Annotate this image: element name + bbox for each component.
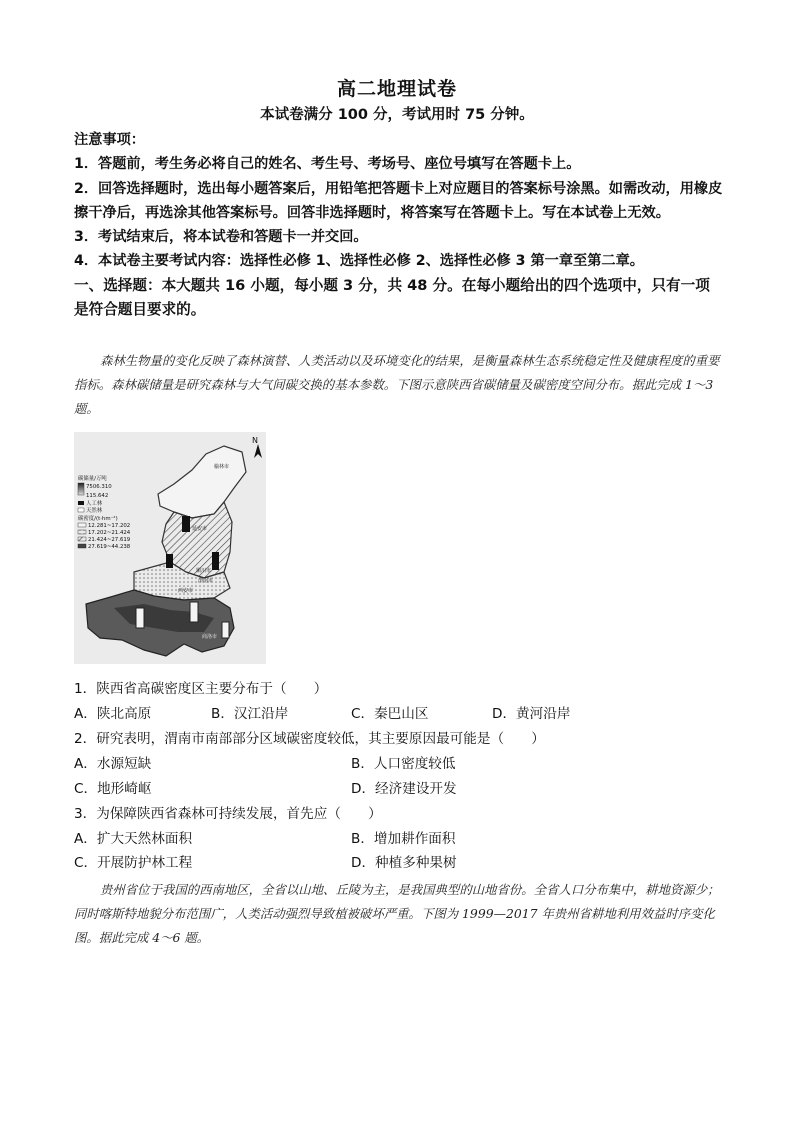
density-range: 27.619~44.238 <box>88 544 131 550</box>
note-item: 2．回答选择题时，选出每小题答案后，用铅笔把答题卡上对应题目的答案标号涂黑。如需改动，用橡皮擦干净后，再选涂其他答案标号。回答非选择题时，将答案写在答题卡上。写在本试卷上无效。 <box>74 180 723 221</box>
option[interactable]: D．经济建设开发 <box>351 781 457 797</box>
passage-2: 贵州省位于我国的西南地区，全省以山地、丘陵为主，是我国典型的山地省份。全省人口分布集中，耕地资源少；同时喀斯特地貌分布范围广，人类活动强烈导致植被破坏严重。下图为 1999—2017 年贵州省耕地利用效益时序变化图。据此完成 4～6 题。 <box>74 882 720 945</box>
notes-heading: 注意事项： <box>74 132 145 148</box>
legend-min: 115.642 <box>86 493 109 499</box>
passage-1: 森林生物量的变化反映了森林演替、人类活动以及环境变化的结果，是衡量森林生态系统稳定性及健康程度的重要指标。森林碳储量是研究森林与大气间碳交换的基本参数。下图示意陕西省碳储量及碳密度空间分布。据此完成 1～3 题。 <box>74 353 720 416</box>
city-label: 渭南市 <box>198 578 214 584</box>
page-title: 高二地理试卷 <box>336 78 457 100</box>
question-options <box>74 777 724 802</box>
density-range: 12.281~17.202 <box>88 523 131 529</box>
storage-bar <box>212 552 219 570</box>
note-item: 4．本试卷主要考试内容：选择性必修 1、选择性必修 2、选择性必修 3 第一章至第二章。 <box>74 253 644 270</box>
option[interactable]: D．种植多种果树 <box>351 855 457 871</box>
density-title: 碳密度/(t·hm⁻²) <box>78 516 118 522</box>
option[interactable]: A．水源短缺 <box>74 756 152 772</box>
section-heading: 一、选择题：本大题共 16 小题，每小题 3 分，共 48 分。在每小题给出的四个选项中，只有一项是符合题目要求的。 <box>74 276 710 319</box>
option[interactable]: C．开展防护林工程 <box>74 855 193 871</box>
city-label: 商洛市 <box>202 634 218 640</box>
question-options <box>74 827 724 852</box>
question-stem: 3．为保障陕西省森林可持续发展，首先应（ ） <box>74 806 382 822</box>
legend-title: 碳储量/万吨 <box>78 476 107 482</box>
city-label: 西安市 <box>178 588 194 594</box>
city-label: 榆林市 <box>214 464 230 470</box>
question-stem: 2．研究表明，渭南市南部部分区域碳密度较低，其主要原因最可能是（ ） <box>74 731 545 747</box>
option[interactable]: A．扩大天然林面积 <box>74 831 193 847</box>
density-range: 21.424~27.619 <box>88 537 131 543</box>
option[interactable]: B．增加耕作面积 <box>351 831 456 847</box>
option[interactable]: B．汉江沿岸 <box>211 706 289 722</box>
legend-artificial: 人工林 <box>86 501 103 507</box>
city-label: 铜川市 <box>196 568 212 574</box>
storage-bar <box>222 622 229 638</box>
question-stem: 1．陕西省高碳密度区主要分布于（ ） <box>74 681 328 697</box>
option[interactable]: B．人口密度较低 <box>351 756 456 772</box>
option[interactable]: C．秦巴山区 <box>351 706 429 722</box>
option[interactable]: C．地形崎岖 <box>74 781 152 797</box>
legend-natural: 天然林 <box>86 508 103 514</box>
question-options <box>74 752 724 777</box>
city-label: 延安市 <box>192 526 208 532</box>
density-range: 17.202~21.424 <box>88 530 131 536</box>
storage-bar <box>166 554 173 568</box>
question-options <box>74 851 724 876</box>
note-item: 1．答题前，考生务必将自己的姓名、考生号、考场号、座位号填写在答题卡上。 <box>74 156 581 173</box>
storage-bar <box>190 602 198 622</box>
notes-section <box>74 128 724 322</box>
question-options <box>74 702 724 727</box>
legend-max: 7506.310 <box>86 484 112 490</box>
storage-bar <box>136 608 144 628</box>
shaanxi-carbon-map <box>74 432 266 664</box>
storage-bar <box>182 516 190 532</box>
svg-text:N: N <box>252 436 258 445</box>
option[interactable]: D．黄河沿岸 <box>492 706 571 722</box>
note-item: 3．考试结束后，将本试卷和答题卡一并交回。 <box>74 229 368 246</box>
option[interactable]: A．陕北高原 <box>74 706 152 722</box>
exam-info: 本试卷满分 100 分，考试用时 75 分钟。 <box>260 107 534 123</box>
